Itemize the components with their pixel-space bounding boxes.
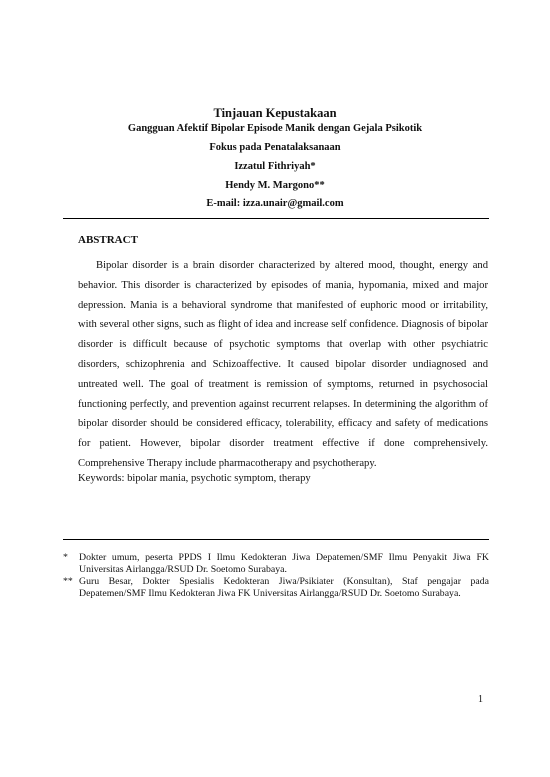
top-divider [63,218,489,219]
abstract-body [78,256,488,474]
footnote-text: Guru Besar, Dokter Spesialis Kedokteran Jiwa/Psikiater (Konsultan), Staf pengajar pada Depatemen/SMF Ilmu Kedokteran Jiwa FK Universitas Airlangga/RSUD Dr. Soetomo Surabaya. [79,576,489,599]
paper-title: Gangguan Afektif Bipolar Episode Manik dengan Gejala Psikotik [127,123,423,134]
footnote-mark: * [63,552,68,563]
abstract-heading: ABSTRACT [78,234,138,246]
author-first: Izzatul Fithriyah* [234,161,316,172]
paper-subtitle: Fokus pada Penatalaksanaan [209,142,341,153]
footnote-mark: ** [63,576,73,587]
author-second: Hendy M. Margono** [225,180,325,191]
footnote-2 [63,576,489,599]
footnote-text: Dokter umum, peserta PPDS I Ilmu Kedokteran Jiwa Depatemen/SMF Ilmu Penyakit Jiwa FK Universitas Airlangga/RSUD Dr. Soetomo Surabaya. [79,552,489,575]
author-email: E-mail: izza.unair@gmail.com [206,198,344,209]
abstract-text: Bipolar disorder is a brain disorder characterized by altered mood, thought, energy and behavior. This disorder is characterized by episodes of mania, hypomania, mixed and major depression. Mania is a behavioral syndrome that manifested of euphoric mood or irritability, with several other signs, such as flight of idea and increase self confidence. Diagnosis of bipolar disorder is difficult because of psychotic symptoms that overlap with other psychiatric disorders, schizophrenia and Schizoaffective. It caused bipolar disorder undiagnosed and untreated well. The goal of treatment is remission of symptoms, returned in psychosocial functioning perfectly, and prevention against recurrent relapses. In determining the algorithm of bipolar disorder should be considered efficacy, tolerability, efficacy and safety of medications for patient. However, bipolar disorder treatment effective if done comprehensively. Comprehensive Therapy include pharmacotherapy and psychotherapy. [78,260,488,469]
keywords: Keywords: bipolar mania, psychotic symptom, therapy [78,473,311,484]
footnote-1 [63,552,489,575]
page-number: 1 [478,694,483,705]
footnote-divider [63,539,489,540]
section-label: Tinjauan Kepustakaan [213,106,337,120]
